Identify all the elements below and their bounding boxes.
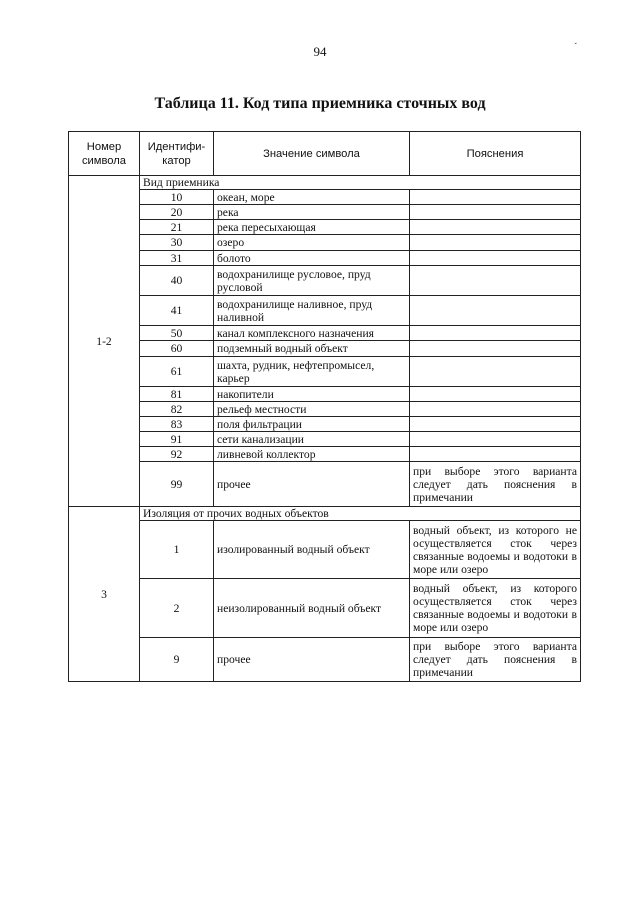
notes-cell: [410, 220, 581, 235]
table-row: [69, 251, 581, 266]
table-row: [69, 417, 581, 432]
symbol-value-cell: накопители: [214, 387, 410, 402]
notes-cell: водный объект, из которого не осуществляется сток через связанные водоемы и водотоки в море или озеро: [410, 521, 581, 579]
notes-cell: [410, 266, 581, 296]
identifier-cell: 21: [140, 220, 214, 235]
symbol-value-cell: подземный водный объект: [214, 341, 410, 357]
page-number: 94: [313, 44, 327, 59]
table-row: [69, 357, 581, 387]
group-heading: Изоляция от прочих водных объектов: [140, 507, 581, 521]
notes-cell: [410, 326, 581, 341]
symbol-value-cell: канал комплексного назначения: [214, 326, 410, 341]
group-heading-row: [69, 507, 581, 521]
group-heading-row: [69, 176, 581, 190]
table-header-row: [69, 132, 581, 176]
identifier-cell: 1: [140, 521, 214, 579]
table-row: [69, 638, 581, 682]
identifier-cell: 82: [140, 402, 214, 417]
notes-cell: [410, 251, 581, 266]
symbol-number-cell: 1-2: [69, 176, 140, 507]
notes-cell: [410, 387, 581, 402]
table-row: [69, 266, 581, 296]
code-table: [68, 131, 581, 682]
notes-cell: [410, 190, 581, 205]
notes-cell: [410, 296, 581, 326]
table-row: [69, 447, 581, 462]
identifier-cell: 30: [140, 235, 214, 251]
header-identifier: Идентифи-катор: [140, 132, 214, 176]
identifier-cell: 60: [140, 341, 214, 357]
symbol-number-cell: 3: [69, 507, 140, 682]
table-row: [69, 326, 581, 341]
identifier-cell: 81: [140, 387, 214, 402]
identifier-cell: 41: [140, 296, 214, 326]
notes-cell: [410, 235, 581, 251]
identifier-cell: 61: [140, 357, 214, 387]
symbol-value-cell: поля фильтрации: [214, 417, 410, 432]
identifier-cell: 10: [140, 190, 214, 205]
symbol-value-cell: изолированный водный объект: [214, 521, 410, 579]
header-symbol-number: Номер символа: [69, 132, 140, 176]
table-row: [69, 387, 581, 402]
symbol-value-cell: озеро: [214, 235, 410, 251]
symbol-value-cell: прочее: [214, 462, 410, 507]
symbol-value-cell: ливневой коллектор: [214, 447, 410, 462]
identifier-cell: 20: [140, 205, 214, 220]
table-row: [69, 190, 581, 205]
notes-cell: [410, 341, 581, 357]
notes-cell: [410, 357, 581, 387]
notes-cell: [410, 447, 581, 462]
notes-cell: [410, 205, 581, 220]
notes-cell: водный объект, из которого осуществляется сток через связанные водоемы и водотоки в море или озеро: [410, 579, 581, 638]
table-row: [69, 341, 581, 357]
table-row: [69, 220, 581, 235]
symbol-value-cell: река пересыхающая: [214, 220, 410, 235]
identifier-cell: 9: [140, 638, 214, 682]
symbol-value-cell: водохранилище русловое, пруд русловой: [214, 266, 410, 296]
notes-cell: при выборе этого варианта следует дать пояснения в примечании: [410, 638, 581, 682]
notes-cell: [410, 432, 581, 447]
table-row: [69, 205, 581, 220]
symbol-value-cell: океан, море: [214, 190, 410, 205]
symbol-value-cell: прочее: [214, 638, 410, 682]
corner-mark: ˯: [574, 34, 578, 45]
symbol-value-cell: рельеф местности: [214, 402, 410, 417]
symbol-value-cell: водохранилище наливное, пруд наливной: [214, 296, 410, 326]
table-title: Таблица 11. Код типа приемника сточных вод: [154, 95, 486, 112]
identifier-cell: 40: [140, 266, 214, 296]
table-row: [69, 235, 581, 251]
group-heading: Вид приемника: [140, 176, 581, 190]
identifier-cell: 31: [140, 251, 214, 266]
table-row: [69, 462, 581, 507]
table-row: [69, 402, 581, 417]
header-symbol-value: Значение символа: [214, 132, 410, 176]
identifier-cell: 50: [140, 326, 214, 341]
symbol-value-cell: шахта, рудник, нефтепромысел, карьер: [214, 357, 410, 387]
identifier-cell: 83: [140, 417, 214, 432]
header-notes: Пояснения: [410, 132, 581, 176]
notes-cell: [410, 417, 581, 432]
identifier-cell: 2: [140, 579, 214, 638]
notes-cell: при выборе этого варианта следует дать пояснения в примечании: [410, 462, 581, 507]
symbol-value-cell: неизолированный водный объект: [214, 579, 410, 638]
identifier-cell: 99: [140, 462, 214, 507]
symbol-value-cell: болото: [214, 251, 410, 266]
table-row: [69, 432, 581, 447]
notes-cell: [410, 402, 581, 417]
identifier-cell: 91: [140, 432, 214, 447]
identifier-cell: 92: [140, 447, 214, 462]
table-row: [69, 521, 581, 579]
table-row: [69, 296, 581, 326]
symbol-value-cell: река: [214, 205, 410, 220]
table-body: [69, 176, 581, 682]
table-row: [69, 579, 581, 638]
symbol-value-cell: сети канализации: [214, 432, 410, 447]
